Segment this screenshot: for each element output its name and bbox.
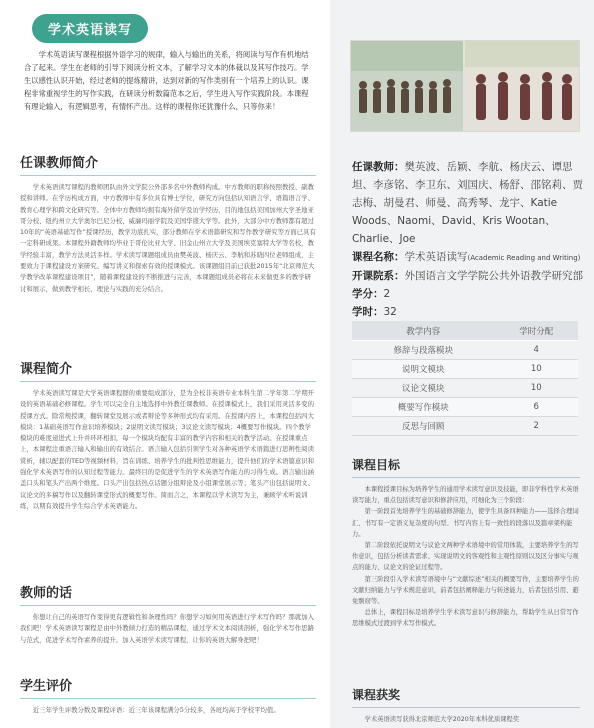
table-header: 学时分配	[495, 321, 578, 341]
table-cell: 10	[495, 379, 578, 398]
course-meta	[352, 158, 584, 321]
awards-section	[352, 686, 580, 725]
goals-paragraph: 本课程授课目标为培养学生的通用学术读写意识及技能，即非学科性学术英语读写能力，重点包括读写意识和修辞应用，可细化为三个阶段：	[352, 486, 579, 505]
course-intro: 学术英语读写课程根据外语学习的规律，输入与输出的关系，将阅读与写作有机地结合了起来。学生在老师的引导下阅读分析文本，了解学习文本的体裁以及其写作技巧。学生以感性认识开始，经过老师的提炼精讲，达到对新的写作类别有一个培养上的认识。课程非常重视学生的写作实践，在研读分析数篇范本之后，学生进入写作实践阶段。本课程有理论输入，有逻辑思考，有情怀产出。这样的课程你还犹豫什么，只等你来！	[24, 50, 309, 111]
credit-row	[352, 285, 584, 303]
course-title-badge: 学术英语读写	[32, 14, 148, 43]
section-divider	[20, 381, 316, 382]
section-divider	[20, 175, 316, 176]
hours-value: 32	[383, 306, 397, 318]
table-cell: 4	[495, 341, 578, 360]
teachers-row	[352, 158, 584, 248]
goals-paragraph: 总体上，课程目标是培养学生学术读写意识与修辞能力，帮助学生从日常写作思维模式过渡到学术写作模式。	[352, 609, 579, 628]
department-label: 开课院系：	[352, 270, 405, 282]
table-header: 教学内容	[352, 321, 495, 341]
teachers-section-body: 学术英语读写课程的教师团队由外文学院公外部多名中外教师构成。中方教师的职称按照教授、副教授和讲师。在学历构成方面，中方教师中有多位具有博士学位，研究方向包括认知语言学、语篇语言学、教育心理学和跨文化研究等。全体中方教师均拥有海外留学及访学经历，目的地包括美国加州大学圣地亚哥分校、纽约州立大学奥尔巴尼分校、威廉玛丽学院及美国华盛大学等。此外，大部分中方教师都有超过10年的“英语基础写作”授课经历，教学功底扎实，部分教师在学术语篇研究和写作教学研究等方面已具有一定科研成果。本课程外籍教师均毕业于哥伦比亚大学、旧金山州立大学及美国埃克塞特大学等名校，教学经验丰富，教学方法灵活多样。学术读写课题组成员由樊英波、杨庆云、李航和苏晓四位老师组成，主要致力于课程建设方案研究、编写讲义和探索有效的授课模式。该课题组目前已获批2015年“北京师范大学教学改革课程建设项目”，随着课程建设的不断推进与完善，本课题组成员必将在未来做更多的教学研讨和展示，做到教学相长，理论与实践的充分结合。	[20, 183, 316, 293]
course-name-label: 课程名称：	[352, 251, 405, 263]
goals-paragraph: 第一阶段首先培养学生的基础修辞能力，使学生具备四种能力——选择合理词汇、书写有一定语义复杂度的句型、书写内容上有一致性的段落以及篇章架构能力。	[352, 508, 579, 538]
teachers-section	[20, 152, 316, 295]
credit-value: 2	[383, 288, 391, 300]
goals-paragraph: 第三阶段引入学术读写语境中与“文献综述”相关的概要写作，主要培养学生的文献归纳能力与学术规范意识，前者包括阐释能力与转述能力，后者包括引用、避免剽窃等。	[352, 575, 579, 606]
awards-title: 课程获奖	[352, 688, 401, 702]
section-divider	[20, 698, 316, 699]
table-row	[352, 398, 578, 417]
section-divider	[352, 477, 580, 478]
department-value: 外国语言文学学院公共外语教学研究部	[404, 270, 583, 282]
course-name-row	[352, 248, 584, 267]
table-row	[352, 417, 578, 436]
right-column	[330, 0, 594, 728]
course-section	[20, 358, 316, 512]
course-section-body: 学术英语读写课是大学英语课程群的重要组成部分，是为全校非英语专业本科生第二学年第二学期开设的英语基础必修课程。学生可以完全自主地选择中外教任课教师。在授课模式上，我们采用灵活多变的授课方式。除常规授课，翻转课堂及展示或者辩论等多种形式均有采用。在授课内容上，本课程包括四大模块：1基础英语写作意识培养模块；2说明文读写模块；3议论文读写模块；4概要写作模块。四个教学模块的难度递进式上升并环环相扣，每一个模块均配有丰富的教学内容和相关的教学活动。在授课重点上，本课程注重语言输入和输出的有效结合。语言输入包括引领学生对各种英语学术语篇进行思辨性阅读赏析，辅以配套的TED等视频材料，旨在训练、培养学生的批判性思维能力，提升他们的学术语篇意识和强化学术英语写作的认知过程等能力。最终目的是促进学生的学术英语写作能力的习得生成。语言输出涵盖口头和笔头产出两个维度。口头产出包括热点话题分组辩论及小组课堂展示等；笔头产出包括说明文、议论文的多稿写作以及翻转课堂形式的概要写作。简而言之，本课程以学术读写为主，兼顾学术听说训练，以期有效提升学生综合学术英语能力。	[20, 389, 315, 510]
section-divider	[352, 707, 580, 708]
student-eval-title: 学生评价	[20, 679, 73, 694]
table-cell: 6	[495, 398, 578, 417]
table-cell: 修辞与段落模块	[352, 341, 495, 360]
student-eval-section	[20, 675, 316, 716]
awards-text: 学术英语读写获得北京师范大学2020年本科优质课程奖	[364, 716, 520, 723]
goals-title: 课程目标	[352, 458, 401, 472]
teachers-value: 樊英波、岳颖、李航、杨庆云、谭思坦、李彦铭、李卫东、刘国庆、杨舒、邵铭莉、贾志梅、胡曼君、师曼、高秀琴、龙宇、Katie Woods、Naomi、David、Kris Wootan、Charlie、Joe	[352, 161, 583, 245]
table-row	[352, 379, 578, 398]
teachers-section-title: 任课教师简介	[20, 156, 99, 171]
table-row	[352, 360, 578, 379]
table-cell: 反思与回顾	[352, 417, 495, 436]
student-eval-body: 近三年学生评教分数及课程评语：近三年该课程满分5分较多，各班均高于学校平均值。	[32, 706, 280, 714]
goals-paragraph: 第二阶段依托说明文与议论文两种学术语境中的常用体裁，主要培养学生的写作意识，包括分析读者需求、实现说明文的客观性和主观性原则以及区分事实与观点的能力、议论文的论证过程等。	[352, 542, 579, 572]
table-header-row	[352, 321, 578, 341]
group-photo	[350, 40, 580, 132]
group-photo-image	[351, 41, 579, 131]
course-section-title: 课程简介	[20, 362, 73, 377]
teachers-label: 任课教师：	[352, 161, 405, 173]
teacher-words-body: 你想让自己的英语写作变得更有逻辑性和条理性吗？你想学习如何用英语进行学术写作吗？那就加入我们吧！学术英语读写课程是由中外教倾力打造的精品课程，通过学术文本阅读剖析，强化学术写作思路与范式，促进学术写作素养的提升。加入英语学术读写课程，让你的英语大解身把吧！	[20, 613, 314, 644]
table-cell: 议论文模块	[352, 379, 495, 398]
hours-table	[352, 321, 578, 436]
hours-row	[352, 303, 584, 321]
course-name-value: 学术英语读写	[404, 251, 468, 263]
teacher-words-section	[20, 582, 316, 646]
table-cell: 说明文模块	[352, 360, 495, 379]
table-row	[352, 341, 578, 360]
department-row	[352, 267, 584, 285]
credit-label: 学分：	[352, 288, 384, 300]
goals-section	[352, 456, 580, 630]
teacher-words-title: 教师的话	[20, 586, 73, 601]
section-divider	[20, 605, 316, 606]
hours-label: 学时：	[352, 306, 384, 318]
course-name-en: (Academic Reading and Writing)	[467, 254, 581, 262]
table-cell: 10	[495, 360, 578, 379]
table-cell: 概要写作模块	[352, 398, 495, 417]
table-cell: 2	[495, 417, 578, 436]
